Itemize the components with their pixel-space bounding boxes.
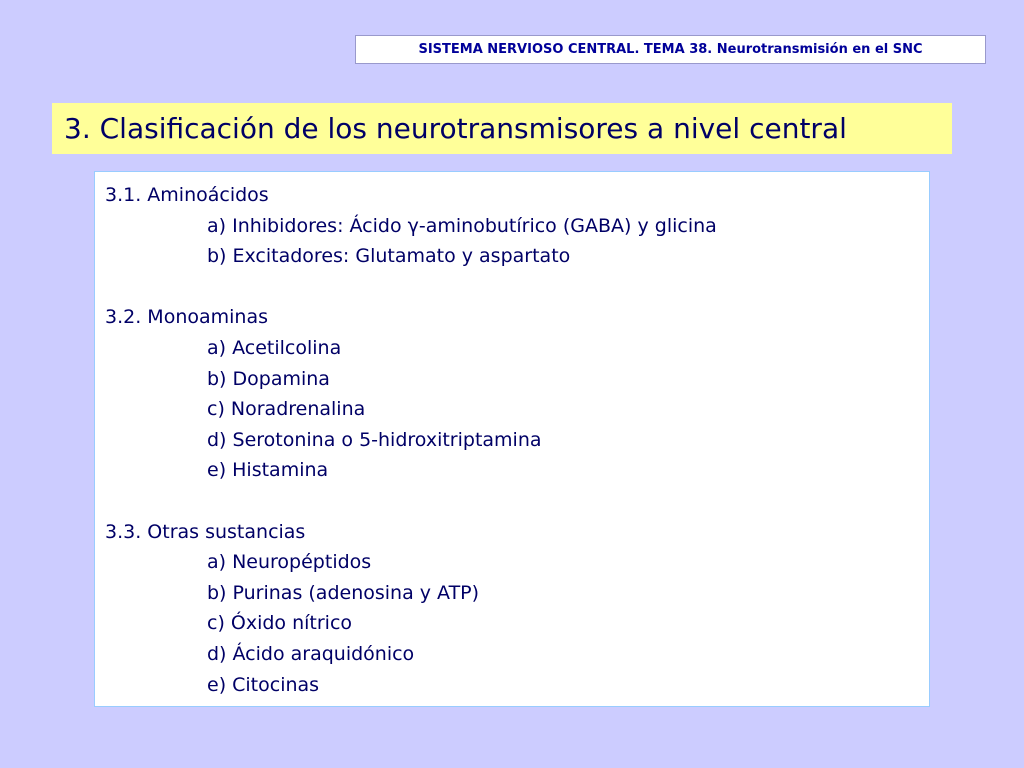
section-aminoacidos bbox=[105, 180, 929, 272]
slide-title: 3. Clasificación de los neurotransmisores a nivel central bbox=[64, 112, 847, 145]
section-heading: 3.2. Monoaminas bbox=[105, 306, 268, 329]
list-item: a) Neuropéptidos bbox=[207, 551, 372, 574]
content-box bbox=[94, 171, 930, 707]
list-item: d) Serotonina o 5-hidroxitriptamina bbox=[207, 428, 542, 451]
list-item: a) Inhibidores: Ácido γ-aminobutírico (GABA) y glicina bbox=[207, 214, 717, 237]
section-monoaminas bbox=[105, 302, 929, 486]
section-spacer bbox=[105, 486, 929, 517]
section-heading: 3.3. Otras sustancias bbox=[105, 520, 306, 543]
slide-title-box bbox=[52, 103, 952, 154]
list-item: c) Noradrenalina bbox=[207, 398, 366, 421]
list-item: b) Purinas (adenosina y ATP) bbox=[207, 581, 480, 604]
list-item: d) Ácido araquidónico bbox=[207, 642, 415, 665]
header-text: SISTEMA NERVIOSO CENTRAL. TEMA 38. Neurotransmisión en el SNC bbox=[418, 42, 923, 57]
list-item: c) Óxido nítrico bbox=[207, 612, 353, 635]
slide-header bbox=[355, 35, 986, 64]
section-heading: 3.1. Aminoácidos bbox=[105, 184, 269, 206]
list-item: e) Citocinas bbox=[207, 673, 320, 696]
list-item: e) Histamina bbox=[207, 459, 329, 482]
section-otras-sustancias bbox=[105, 517, 929, 701]
list-item: a) Acetilcolina bbox=[207, 336, 342, 359]
list-item: b) Dopamina bbox=[207, 367, 330, 390]
section-spacer bbox=[105, 272, 929, 303]
list-item: b) Excitadores: Glutamato y aspartato bbox=[207, 245, 571, 268]
